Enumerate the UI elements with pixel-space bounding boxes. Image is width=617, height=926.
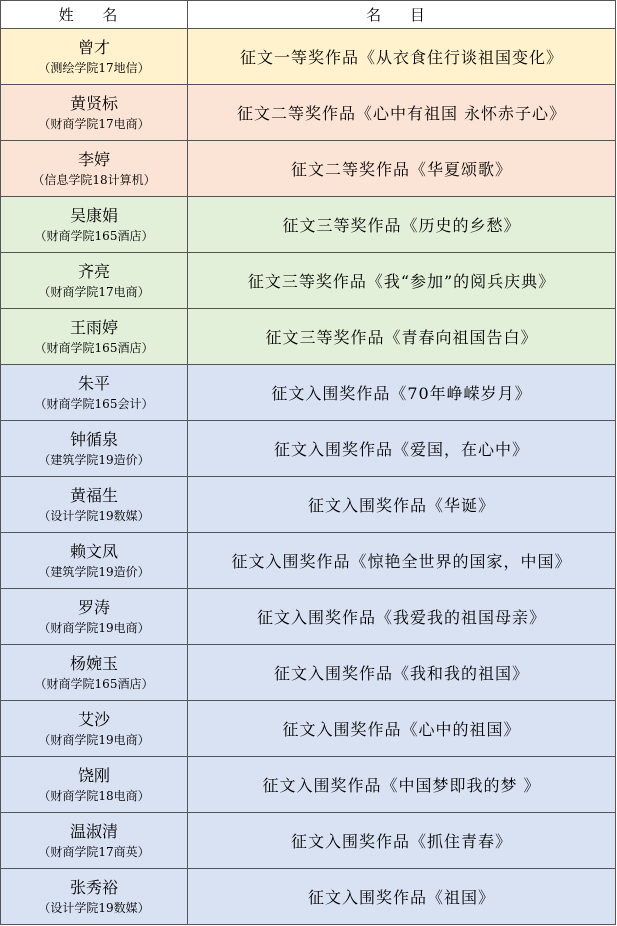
table-row — [1, 533, 616, 589]
award-title: 征文入围奖作品《华诞》 — [188, 477, 616, 533]
table-row — [1, 309, 616, 365]
award-title: 征文入围奖作品《我爱我的祖国母亲》 — [188, 589, 616, 645]
winner-cell — [1, 533, 188, 589]
winner-name: 曾才 — [77, 37, 110, 57]
winner-cell — [1, 701, 188, 757]
table-row — [1, 141, 616, 197]
winner-department: （财商学院17电商） — [38, 116, 150, 131]
winner-name: 黄贤标 — [69, 93, 118, 113]
winner-name: 李婷 — [77, 149, 110, 169]
winner-department: （财商学院165酒店） — [34, 340, 154, 355]
winner-name: 杨婉玉 — [69, 653, 118, 673]
table-row — [1, 85, 616, 141]
winner-cell — [1, 421, 188, 477]
winner-department: （财商学院18电商） — [38, 788, 150, 803]
winner-cell — [1, 477, 188, 533]
winner-name: 吴康娟 — [69, 205, 118, 225]
table-row — [1, 813, 616, 869]
award-title: 征文入围奖作品《惊艳全世界的国家，中国》 — [188, 533, 616, 589]
winner-cell — [1, 757, 188, 813]
winner-department: （设计学院19数媒） — [38, 508, 150, 523]
winner-cell — [1, 309, 188, 365]
winner-cell — [1, 29, 188, 85]
winner-cell — [1, 141, 188, 197]
winner-name: 齐亮 — [77, 261, 110, 281]
winner-name: 温淑清 — [69, 821, 118, 841]
winner-cell — [1, 365, 188, 421]
award-column-header: 名 目 — [188, 1, 616, 29]
winner-name: 黄福生 — [69, 485, 118, 505]
award-title: 征文三等奖作品《我“参加”的阅兵庆典》 — [188, 253, 616, 309]
winner-department: （财商学院19电商） — [38, 732, 150, 747]
table-row — [1, 253, 616, 309]
winner-department: （测绘学院17地信） — [38, 60, 150, 75]
name-column-header: 姓 名 — [1, 1, 188, 29]
award-title: 征文三等奖作品《历史的乡愁》 — [188, 197, 616, 253]
award-title: 征文入围奖作品《我和我的祖国》 — [188, 645, 616, 701]
winner-name: 王雨婷 — [69, 317, 118, 337]
awards-table-body — [1, 29, 616, 925]
table-row — [1, 197, 616, 253]
winner-cell — [1, 589, 188, 645]
winner-cell — [1, 85, 188, 141]
winner-name: 赖文凤 — [69, 541, 118, 561]
table-row — [1, 421, 616, 477]
award-title: 征文入围奖作品《中国梦即我的梦 》 — [188, 757, 616, 813]
winner-department: （信息学院18计算机） — [32, 172, 156, 187]
table-row — [1, 645, 616, 701]
winner-name: 罗涛 — [77, 597, 110, 617]
winner-department: （财商学院165会计） — [34, 396, 154, 411]
winner-cell — [1, 869, 188, 925]
table-row — [1, 29, 616, 85]
table-row — [1, 701, 616, 757]
award-title: 征文入围奖作品《心中的祖国》 — [188, 701, 616, 757]
winner-cell — [1, 813, 188, 869]
winner-name: 饶刚 — [77, 765, 110, 785]
winner-department: （财商学院19电商） — [38, 620, 150, 635]
winner-name: 张秀裕 — [69, 877, 118, 897]
winner-department: （财商学院165酒店） — [34, 676, 154, 691]
award-title: 征文入围奖作品《祖国》 — [188, 869, 616, 925]
winner-department: （财商学院165酒店） — [34, 228, 154, 243]
award-title: 征文二等奖作品《心中有祖国 永怀赤子心》 — [188, 85, 616, 141]
award-title: 征文三等奖作品《青春向祖国告白》 — [188, 309, 616, 365]
winner-name: 钟循泉 — [69, 429, 118, 449]
award-title: 征文二等奖作品《华夏颂歌》 — [188, 141, 616, 197]
winner-department: （建筑学院19造价） — [38, 452, 150, 467]
table-row — [1, 869, 616, 925]
winner-department: （设计学院19数媒） — [38, 900, 150, 915]
table-row — [1, 589, 616, 645]
winner-name: 朱平 — [77, 373, 110, 393]
winner-cell — [1, 253, 188, 309]
winner-cell — [1, 197, 188, 253]
winner-department: （财商学院17商英） — [38, 844, 150, 859]
header-row — [1, 1, 616, 29]
award-title: 征文入围奖作品《爱国，在心中》 — [188, 421, 616, 477]
winner-cell — [1, 645, 188, 701]
winner-department: （建筑学院19造价） — [38, 564, 150, 579]
table-row — [1, 477, 616, 533]
table-row — [1, 757, 616, 813]
award-title: 征文入围奖作品《70年峥嵘岁月》 — [188, 365, 616, 421]
winner-name: 艾沙 — [77, 709, 110, 729]
award-title: 征文入围奖作品《抓住青春》 — [188, 813, 616, 869]
award-title: 征文一等奖作品《从衣食住行谈祖国变化》 — [188, 29, 616, 85]
winner-department: （财商学院17电商） — [38, 284, 150, 299]
table-row — [1, 365, 616, 421]
